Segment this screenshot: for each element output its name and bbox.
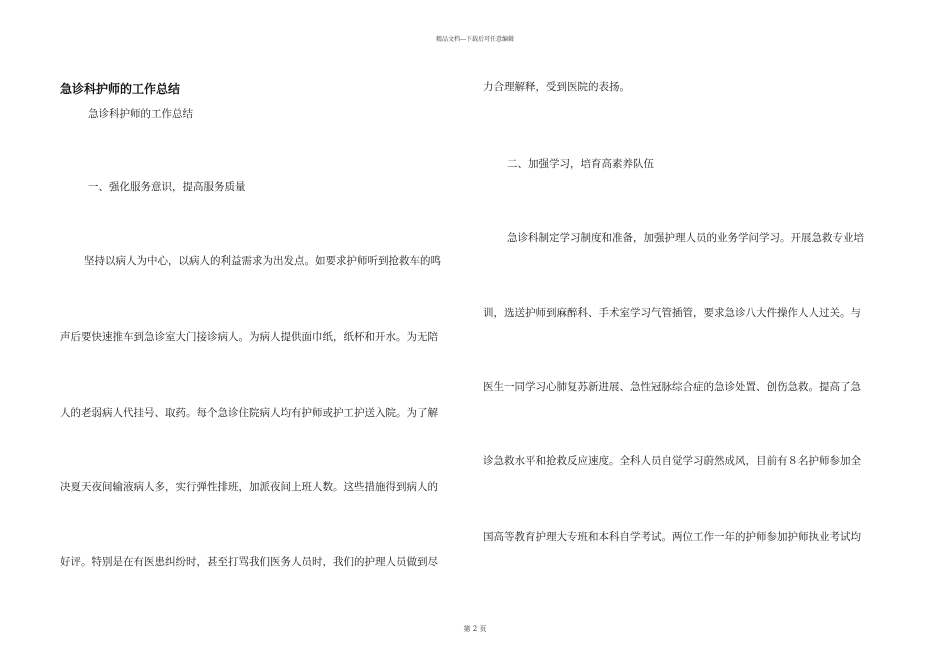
paragraph-line: 声后要快速推车到急诊室大门接诊病人。为病人提供面巾纸，纸杯和开水。为无陪 — [60, 331, 438, 343]
paragraph-line: 力合理解释，受到医院的表扬。 — [483, 81, 630, 93]
subtitle-line: 急诊科护师的工作总结 — [88, 108, 193, 120]
page-number: 第 2 页 — [463, 625, 487, 633]
paragraph-line: 好评。特别是在有医患纠纷时，甚至打骂我们医务人员时，我们的护理人员做到尽 — [60, 556, 438, 568]
section-heading-2: 二、加强学习，培育高素养队伍 — [507, 158, 654, 170]
document-title: 急诊科护师的工作总结 — [60, 82, 181, 96]
paragraph-line: 训，选送护师到麻醉科、手术室学习气管插管，要求急诊八大件操作人人过关。与 — [483, 307, 861, 319]
paragraph-line: 决夏天夜间输液病人多，实行弹性排班，加派夜间上班人数。这些措施得到病人的 — [60, 481, 438, 493]
page-header: 精品文档---下载后可任意编辑 — [435, 36, 515, 43]
paragraph-line: 急诊科制定学习制度和准备，加强护理人员的业务学问学习。开展急救专业培 — [507, 232, 864, 244]
paragraph-line: 医生一同学习心肺复苏新进展、急性冠脉综合症的急诊处置、创伤急救。提高了急 — [483, 381, 861, 393]
paragraph-line: 人的老弱病人代挂号、取药。每个急诊住院病人均有护师或护工护送入院。为了解 — [60, 407, 438, 419]
section-heading-1: 一、强化服务意识，提高服务质量 — [88, 181, 246, 193]
paragraph-line: 国高等教育护理大专班和本科自学考试。两位工作一年的护师参加护师执业考试均 — [483, 531, 861, 543]
paragraph-line: 坚持以病人为中心，以病人的利益需求为出发点。如要求护师听到抢救车的鸣 — [84, 255, 441, 267]
paragraph-line: 诊急救水平和抢救反应速度。全科人员自觉学习蔚然成风，目前有８名护师参加全 — [483, 455, 861, 467]
